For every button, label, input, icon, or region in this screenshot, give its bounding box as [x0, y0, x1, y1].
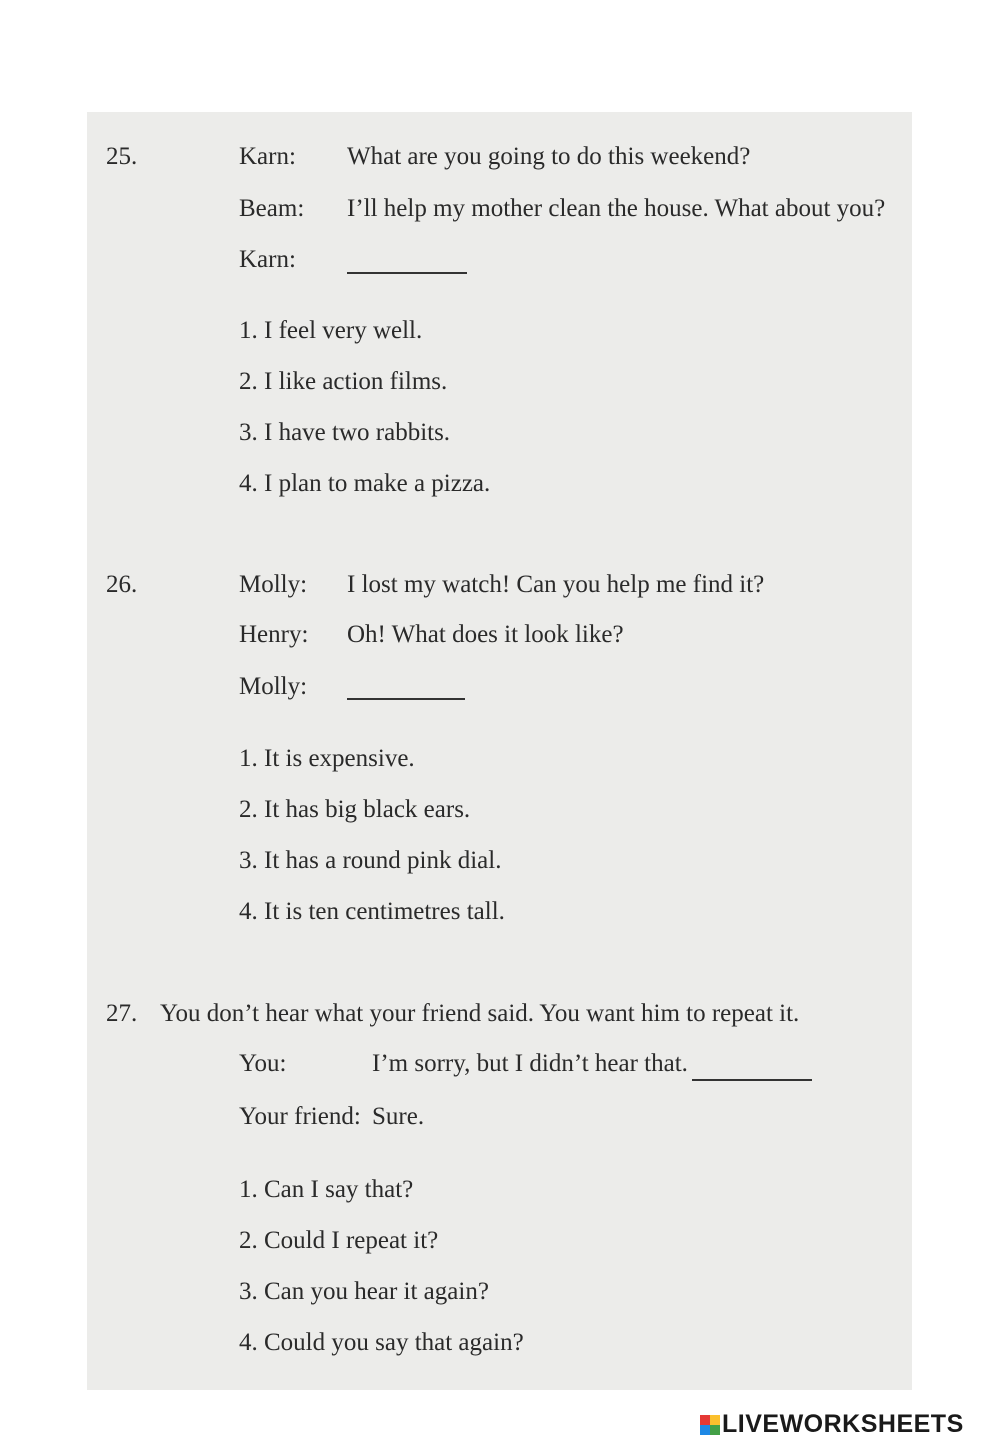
q27-prompt: You don’t hear what your friend said. You want him to repeat it.: [160, 1000, 800, 1027]
q25-option-2[interactable]: 2. I like action films.: [239, 368, 448, 395]
q26-option-3[interactable]: 3. It has a round pink dial.: [239, 847, 502, 874]
q25-option-3[interactable]: 3. I have two rabbits.: [239, 419, 451, 446]
q26-speaker-2: Henry:: [239, 621, 309, 648]
q27-option-3[interactable]: 3. Can you hear it again?: [239, 1278, 489, 1305]
q25-speaker-3: Karn:: [239, 246, 296, 273]
q27-answer-blank[interactable]: [692, 1079, 812, 1081]
q26-line-2: Oh! What does it look like?: [347, 621, 624, 648]
logo-text: LIVEWORKSHEETS: [722, 1410, 964, 1438]
logo-squares-icon: [700, 1415, 720, 1435]
q27-line-1: I’m sorry, but I didn’t hear that.: [372, 1050, 688, 1077]
q27-option-2[interactable]: 2. Could I repeat it?: [239, 1227, 439, 1254]
q26-option-1[interactable]: 1. It is expensive.: [239, 745, 415, 772]
q27-speaker-2: Your friend:: [239, 1103, 361, 1130]
question-25-number: 25.: [106, 143, 138, 170]
q25-line-1: What are you going to do this weekend?: [347, 143, 751, 170]
question-26-number: 26.: [106, 571, 138, 598]
q27-line-2: Sure.: [372, 1103, 425, 1130]
worksheet-page: [87, 112, 912, 1390]
q25-line-2: I’ll help my mother clean the house. What about you?: [347, 195, 886, 222]
q27-option-4[interactable]: 4. Could you say that again?: [239, 1329, 524, 1356]
q26-option-2[interactable]: 2. It has big black ears.: [239, 796, 471, 823]
q27-option-1[interactable]: 1. Can I say that?: [239, 1176, 414, 1203]
q25-answer-blank[interactable]: [347, 272, 467, 274]
q27-speaker-1: You:: [239, 1050, 287, 1077]
q25-speaker-2: Beam:: [239, 195, 305, 222]
q26-speaker-1: Molly:: [239, 571, 308, 598]
q25-option-4[interactable]: 4. I plan to make a pizza.: [239, 470, 491, 497]
q25-speaker-1: Karn:: [239, 143, 296, 170]
q26-answer-blank[interactable]: [347, 698, 465, 700]
liveworksheets-logo: [700, 1410, 964, 1439]
q26-line-1: I lost my watch! Can you help me find it?: [347, 571, 765, 598]
q26-option-4[interactable]: 4. It is ten centimetres tall.: [239, 898, 505, 925]
q26-speaker-3: Molly:: [239, 673, 308, 700]
q25-option-1[interactable]: 1. I feel very well.: [239, 317, 423, 344]
question-27-number: 27.: [106, 1000, 138, 1027]
